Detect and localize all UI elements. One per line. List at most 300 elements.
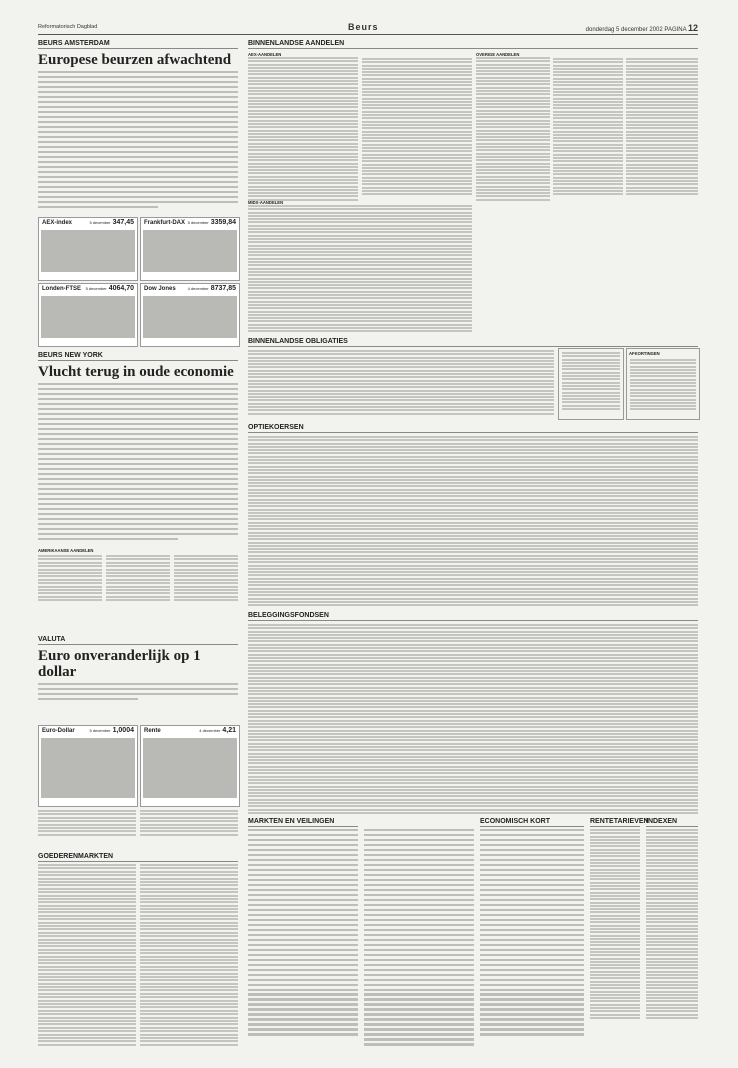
table-row (630, 369, 696, 371)
table-row (248, 403, 554, 405)
table-row (590, 918, 640, 920)
table-row (590, 839, 640, 841)
table-row (646, 987, 698, 989)
table-row (646, 892, 698, 894)
table-row (362, 173, 472, 175)
table-row (248, 83, 358, 85)
table-row (476, 57, 550, 59)
table-row (248, 258, 472, 260)
table-row (562, 388, 620, 390)
table-row (364, 884, 474, 886)
table-row (248, 555, 698, 557)
table-row (480, 959, 584, 961)
table-row (248, 964, 358, 966)
table-row (248, 251, 472, 253)
table-row (248, 1013, 358, 1015)
table-row (630, 399, 696, 401)
section-indexen: INDEXEN (646, 818, 698, 827)
table-row (626, 81, 698, 83)
table-row (553, 107, 623, 109)
table-row (362, 58, 472, 60)
table-row (590, 842, 640, 844)
table-row (626, 68, 698, 70)
table-row (248, 929, 358, 931)
rentetarieven (590, 818, 649, 1020)
table-row (626, 164, 698, 166)
table-row (248, 733, 698, 735)
table-row (480, 899, 584, 901)
table-row (626, 124, 698, 126)
table-row (248, 373, 554, 375)
table-row (562, 378, 620, 380)
table-row (562, 372, 620, 374)
table-row (562, 368, 620, 370)
table-row (553, 91, 623, 93)
table-row (646, 944, 698, 946)
table-row (553, 150, 623, 152)
section-name: Beurs (348, 22, 379, 32)
table-row (646, 954, 698, 956)
table-row (362, 101, 472, 103)
table-row (646, 1014, 698, 1016)
table-row (630, 395, 696, 397)
table-row (646, 1004, 698, 1006)
table-row (248, 762, 698, 764)
table-row (248, 749, 698, 751)
section-binnenlandse-aandelen: BINNENLANDSE AANDELEN (248, 40, 698, 49)
table-row (553, 127, 623, 129)
table-row (248, 512, 698, 514)
table-row (248, 518, 698, 520)
table-row (362, 117, 472, 119)
table-row (590, 961, 640, 963)
table-row (553, 71, 623, 73)
table-row (248, 739, 698, 741)
table-row (480, 929, 584, 931)
table-row (248, 509, 698, 511)
table-row (248, 311, 472, 313)
table-row (590, 1014, 640, 1016)
table-row (248, 789, 698, 791)
table-row (480, 993, 584, 995)
table-row (590, 941, 640, 943)
table-row (646, 941, 698, 943)
table-row (364, 864, 474, 866)
table-row (590, 921, 640, 923)
table-row (248, 766, 698, 768)
table-row (248, 640, 698, 642)
table-row (480, 849, 584, 851)
article-body-newyork (38, 383, 238, 540)
table-row (248, 522, 698, 524)
table-row (646, 878, 698, 880)
table-row (646, 948, 698, 950)
table-row (362, 160, 472, 162)
table-row (248, 472, 698, 474)
table-row (553, 81, 623, 83)
table-row (646, 908, 698, 910)
table-row (553, 78, 623, 80)
table-row (364, 974, 474, 976)
table-row (248, 307, 472, 309)
table-row (364, 909, 474, 911)
table-row (248, 241, 472, 243)
table-row (248, 208, 472, 210)
table-row (626, 183, 698, 185)
table-row (248, 565, 698, 567)
section-economisch-kort: ECONOMISCH KORT (480, 818, 584, 827)
table-row (248, 476, 698, 478)
table-row (248, 864, 358, 866)
table-row (248, 904, 358, 906)
table-row (480, 909, 584, 911)
table-row (476, 159, 550, 161)
table-row (362, 140, 472, 142)
table-row (626, 157, 698, 159)
table-row (476, 182, 550, 184)
table-row (553, 124, 623, 126)
table-row (248, 528, 698, 530)
table-row (590, 888, 640, 890)
table-row (553, 154, 623, 156)
table-row (626, 190, 698, 192)
aex-aandelen-table-2 (362, 52, 472, 196)
table-row (248, 542, 698, 544)
table-row (364, 869, 474, 871)
table-row (248, 254, 472, 256)
table-row (626, 74, 698, 76)
table-row (248, 989, 358, 991)
table-row (362, 121, 472, 123)
table-row (646, 882, 698, 884)
kicker-amsterdam: BEURS AMSTERDAM (38, 40, 238, 49)
table-row (248, 769, 698, 771)
overige-aandelen-table-2 (553, 52, 623, 196)
table-row (248, 360, 554, 362)
table-row (364, 889, 474, 891)
table-row (626, 167, 698, 169)
table-row (590, 832, 640, 834)
table-row (590, 935, 640, 937)
headline-newyork: Vlucht terug in oude economie (38, 364, 234, 380)
section-rentetarieven: RENTETARIEVEN (590, 818, 649, 825)
midx-aandelen-table: MIDX-AANDELEN (248, 200, 472, 334)
table-row (626, 131, 698, 133)
table-row (476, 87, 550, 89)
table-row (364, 834, 474, 836)
table-row (364, 924, 474, 926)
table-row (553, 144, 623, 146)
table-row (248, 228, 472, 230)
table-row (626, 114, 698, 116)
section-optiekoersen: OPTIEKOERSEN (248, 424, 698, 433)
table-row (364, 939, 474, 941)
table-row (248, 409, 554, 411)
table-row (248, 271, 472, 273)
table-row (590, 845, 640, 847)
table-row (480, 1003, 584, 1005)
table-row (480, 969, 584, 971)
table-row (248, 456, 698, 458)
table-row (248, 100, 358, 102)
table-row (248, 726, 698, 728)
table-row (590, 928, 640, 930)
table-row (248, 627, 698, 629)
table-row (248, 869, 358, 871)
table-row (248, 673, 698, 675)
table-row (248, 584, 698, 586)
table-row (248, 909, 358, 911)
table-row (553, 180, 623, 182)
table-row (248, 149, 358, 151)
table-row (562, 401, 620, 403)
table-row (476, 110, 550, 112)
table-row (362, 81, 472, 83)
newyork-article (38, 352, 238, 543)
chart-rente: Rente 4 december 4,21 (140, 725, 240, 807)
table-row (480, 939, 584, 941)
table-row (248, 324, 472, 326)
table-row (248, 399, 554, 401)
table-row (646, 885, 698, 887)
table-row (562, 405, 620, 407)
table-row (646, 855, 698, 857)
table-row (476, 67, 550, 69)
table-row (248, 446, 698, 448)
left-column (38, 40, 238, 211)
table-row (646, 875, 698, 877)
table-row (248, 393, 554, 395)
table-row (480, 974, 584, 976)
table-row (248, 136, 358, 138)
table-row (476, 146, 550, 148)
table-row (590, 836, 640, 838)
table-row (626, 127, 698, 129)
table-row (590, 974, 640, 976)
table-row (248, 156, 358, 158)
table-row (248, 944, 358, 946)
table-row (646, 961, 698, 963)
table-row (364, 949, 474, 951)
table-row (476, 116, 550, 118)
table-row (248, 795, 698, 797)
kicker-valuta: VALUTA (38, 636, 238, 645)
table-row (248, 677, 698, 679)
table-row (248, 782, 698, 784)
table-row (248, 660, 698, 662)
table-row (248, 60, 358, 62)
table-row (476, 126, 550, 128)
table-row (248, 492, 698, 494)
table-row (362, 170, 472, 172)
table-row (590, 931, 640, 933)
table-row (362, 193, 472, 195)
table-row (248, 485, 698, 487)
table-row (630, 379, 696, 381)
table-row (248, 548, 698, 550)
table-row (362, 78, 472, 80)
table-row (248, 839, 358, 841)
aandelen-block (248, 40, 698, 51)
table-row (248, 502, 698, 504)
table-row (646, 974, 698, 976)
table-row (630, 382, 696, 384)
table-row (562, 382, 620, 384)
markten-veilingen-col2 (364, 818, 474, 1048)
table-row (248, 551, 698, 553)
table-row (364, 899, 474, 901)
table-row (626, 84, 698, 86)
table-row (248, 146, 358, 148)
table-row (646, 958, 698, 960)
table-row (626, 111, 698, 113)
table-row (248, 713, 698, 715)
table-row (248, 110, 358, 112)
table-row (364, 879, 474, 881)
table-row (562, 355, 620, 357)
table-row (248, 657, 698, 659)
table-row (248, 799, 698, 801)
table-row (248, 690, 698, 692)
table-row (480, 884, 584, 886)
table-row (248, 746, 698, 748)
table-row (248, 370, 554, 372)
table-row (630, 392, 696, 394)
table-row (248, 231, 472, 233)
page-header (38, 22, 698, 35)
table-row (364, 1038, 474, 1040)
table-row (476, 143, 550, 145)
table-row (553, 121, 623, 123)
table-row (248, 693, 698, 695)
table-row (562, 408, 620, 410)
table-row (248, 604, 698, 606)
table-row (248, 720, 698, 722)
chart-dax: Frankfurt-DAX 5 december 3359,84 (140, 217, 240, 281)
table-row (248, 182, 358, 184)
table-row (248, 834, 358, 836)
table-row (362, 187, 472, 189)
table-row (590, 1000, 640, 1002)
fondsen-block (248, 612, 698, 623)
table-row (553, 140, 623, 142)
table-row (248, 287, 472, 289)
table-row (562, 398, 620, 400)
table-row (248, 366, 554, 368)
table-row (248, 327, 472, 329)
table-row (248, 330, 472, 332)
table-row (248, 77, 358, 79)
table-row (362, 114, 472, 116)
table-row (248, 697, 698, 699)
afkortingen-box: AFKORTINGEN (626, 348, 700, 420)
table-row (646, 872, 698, 874)
table-row (248, 320, 472, 322)
table-row (646, 869, 698, 871)
table-row (553, 84, 623, 86)
table-row (553, 131, 623, 133)
table-row (362, 180, 472, 182)
table-row (626, 160, 698, 162)
table-row (646, 902, 698, 904)
table-row (364, 1023, 474, 1025)
aex-aandelen-table: AEX-AANDELEN (248, 52, 358, 202)
table-row (248, 889, 358, 891)
table-row (248, 969, 358, 971)
table-row (476, 83, 550, 85)
table-row (480, 964, 584, 966)
table-row (476, 90, 550, 92)
table-row (480, 844, 584, 846)
table-row (590, 869, 640, 871)
table-row (248, 386, 554, 388)
table-row (248, 189, 358, 191)
table-row (626, 177, 698, 179)
table-row (480, 829, 584, 831)
table-row (553, 74, 623, 76)
table-row (362, 68, 472, 70)
table-row (480, 864, 584, 866)
table-row (480, 924, 584, 926)
table-row (626, 88, 698, 90)
table-row (646, 994, 698, 996)
table-row (630, 372, 696, 374)
table-row (590, 908, 640, 910)
beleggingsfondsen-table (248, 624, 698, 815)
table-row (480, 984, 584, 986)
table-row (562, 375, 620, 377)
table-row (626, 147, 698, 149)
table-row (476, 123, 550, 125)
table-row (553, 101, 623, 103)
table-row (364, 989, 474, 991)
chart-ftse: Londen-FTSE 5 december 4064,70 (38, 283, 138, 347)
table-row (248, 103, 358, 105)
table-row (590, 872, 640, 874)
table-row (476, 179, 550, 181)
table-row (590, 948, 640, 950)
table-row (248, 462, 698, 464)
table-row (476, 153, 550, 155)
table-row (248, 261, 472, 263)
table-row (562, 362, 620, 364)
table-row (248, 113, 358, 115)
table-row (248, 594, 698, 596)
table-row (364, 914, 474, 916)
table-row (626, 187, 698, 189)
table-row (646, 925, 698, 927)
table-row (248, 238, 472, 240)
table-row (476, 80, 550, 82)
table-row (476, 166, 550, 168)
table-row (364, 929, 474, 931)
table-row (630, 359, 696, 361)
table-row (248, 264, 472, 266)
table-row (362, 71, 472, 73)
table-row (248, 218, 472, 220)
table-row (364, 904, 474, 906)
indexen (646, 818, 698, 1020)
table-row (248, 998, 358, 1000)
table-row (248, 130, 358, 132)
table-row (553, 58, 623, 60)
table-row (590, 951, 640, 953)
table-row (626, 61, 698, 63)
table-row (248, 776, 698, 778)
table-row (248, 829, 358, 831)
table-row (362, 164, 472, 166)
table-row (646, 836, 698, 838)
